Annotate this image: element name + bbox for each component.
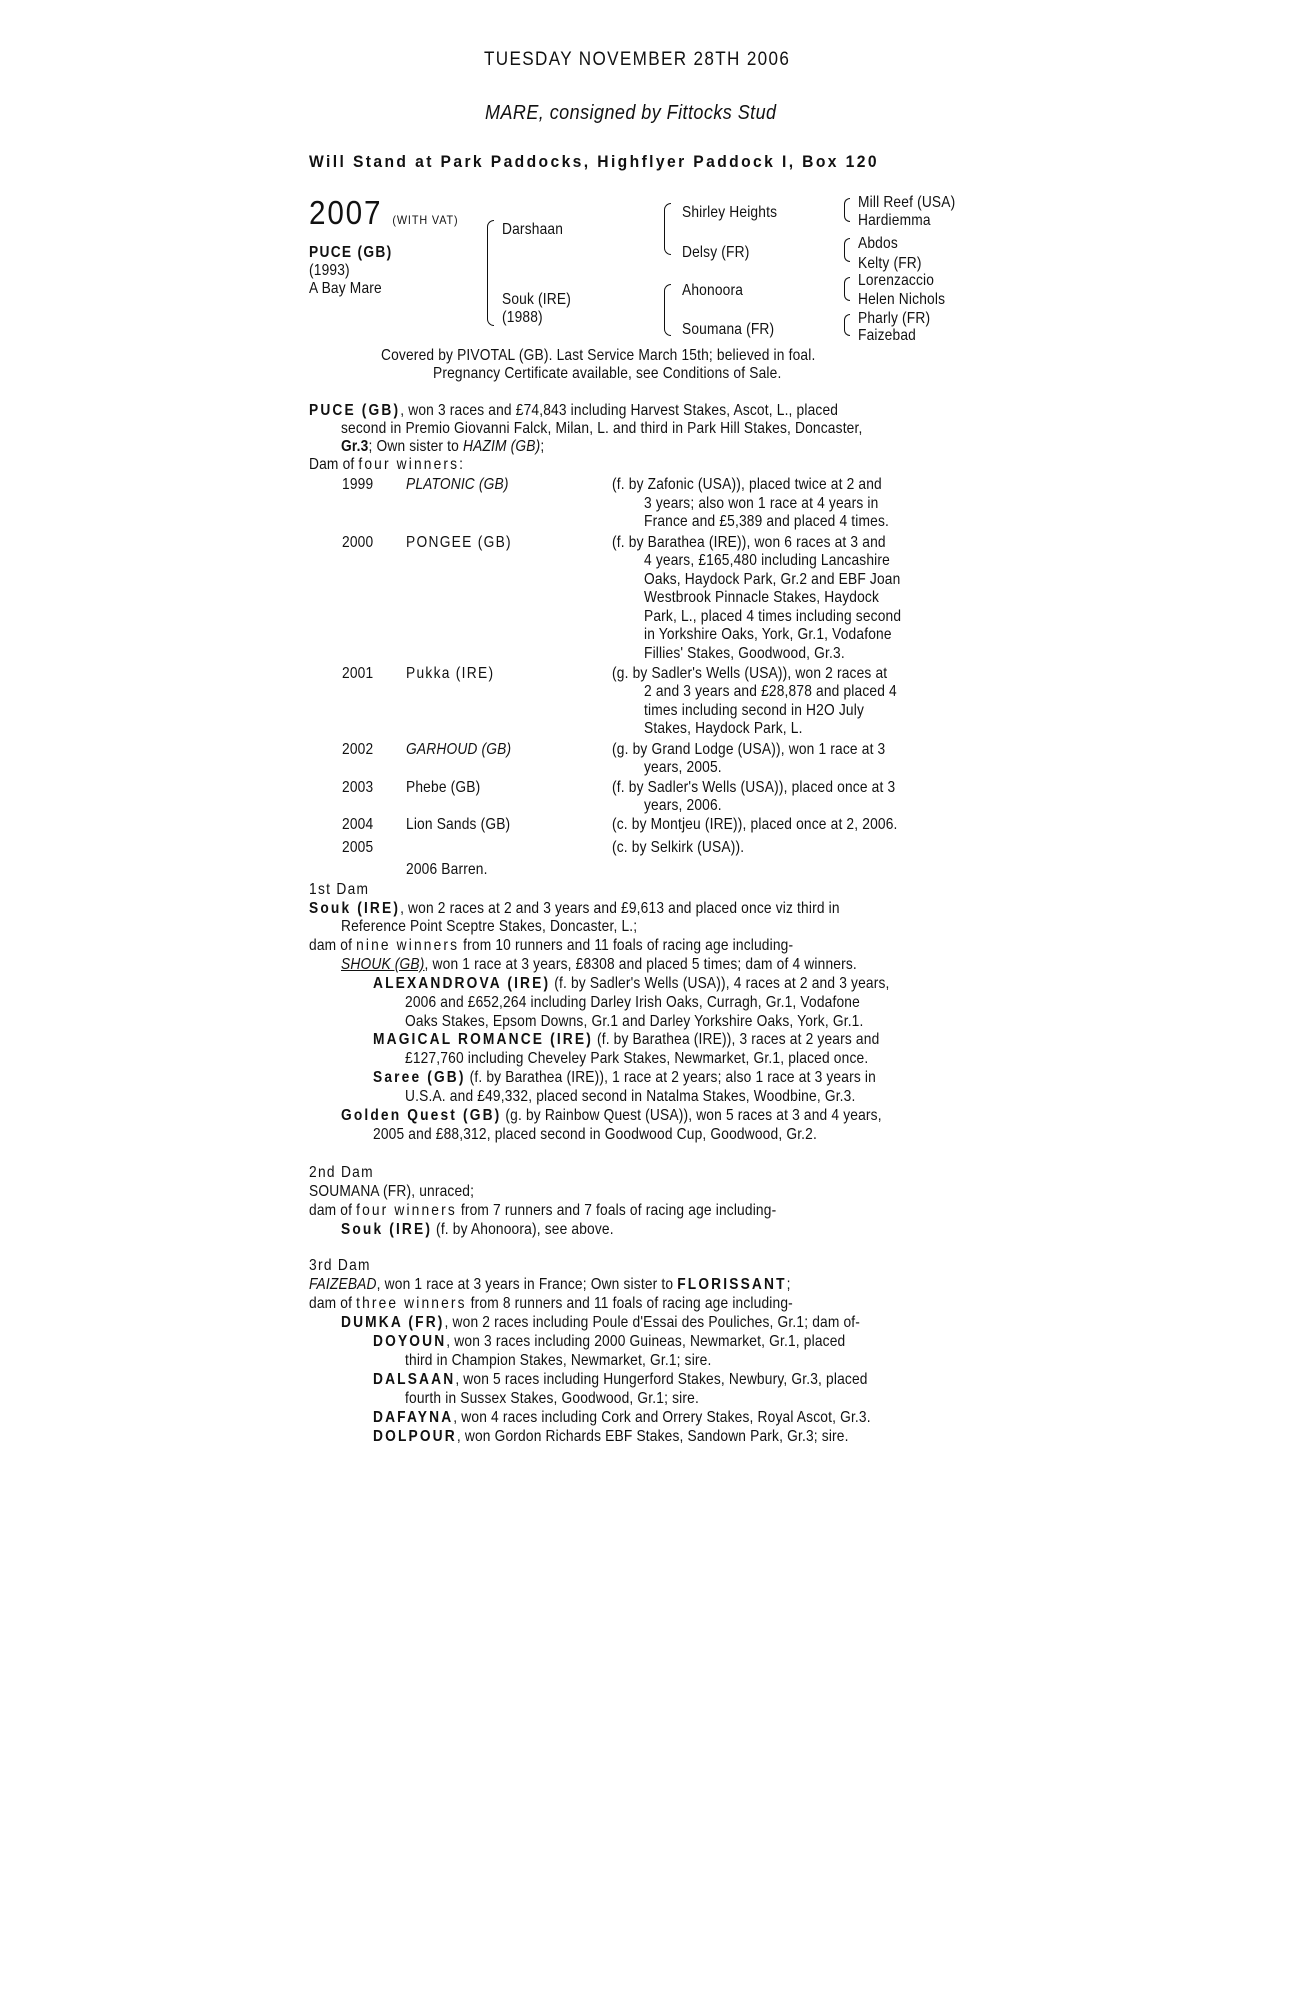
- dam2-line-3: Souk (IRE) (f. by Ahonoora), see above.: [341, 1221, 614, 1238]
- dam1-line-5: ALEXANDROVA (IRE) (f. by Sadler's Wells (USA)), 4 races at 2 and 3 years,: [373, 975, 890, 992]
- dam3-line-2: dam of three winners from 8 runners and 11 foals of racing age including-: [309, 1295, 793, 1312]
- produce-year-2002: 2002: [342, 741, 374, 758]
- produce-desc-2001-l3: times including second in H2O July: [644, 702, 864, 719]
- intro-line-2: second in Premio Giovanni Falck, Milan, L. and third in Park Hill Stakes, Doncaster,: [341, 420, 863, 437]
- dam1-line-10: Saree (GB) (f. by Barathea (IRE)), 1 race at 2 years; also 1 race at 3 years in: [373, 1069, 876, 1086]
- vat-note: (WITH VAT): [392, 213, 459, 227]
- ancestor-8: Faizebad: [858, 327, 916, 344]
- produce-name-2000: PONGEE (GB): [406, 534, 512, 551]
- produce-year-2004: 2004: [342, 816, 374, 833]
- dam-sire: Ahonoora: [682, 282, 744, 299]
- sire-sire: Shirley Heights: [682, 204, 778, 221]
- foaled-year: (1993): [309, 262, 350, 279]
- produce-desc-1999-l3: France and £5,389 and placed 4 times.: [644, 513, 890, 530]
- produce-year-2005: 2005: [342, 839, 374, 856]
- produce-name-2001: Pukka (IRE): [406, 665, 495, 682]
- dam3-line-8: DAFAYNA, won 4 races including Cork and Orrery Stakes, Royal Ascot, Gr.3.: [373, 1409, 871, 1426]
- produce-year-2003: 2003: [342, 779, 374, 796]
- dam1-line-6: 2006 and £652,264 including Darley Irish Oaks, Curragh, Gr.1, Vodafone: [405, 994, 860, 1011]
- produce-name-1999: PLATONIC (GB): [406, 476, 509, 493]
- dam2-line-2: dam of four winners from 7 runners and 7 foals of racing age including-: [309, 1202, 777, 1219]
- produce-desc-2000-l5: Park, L., placed 4 times including second: [644, 608, 902, 625]
- produce-desc-2000-l2: 4 years, £165,480 including Lancashire: [644, 552, 890, 569]
- produce-desc-2003-l1: (f. by Sadler's Wells (USA)), placed once at 3: [612, 779, 896, 796]
- dam1-line-2: Reference Point Sceptre Stakes, Doncaster, L.;: [341, 918, 638, 935]
- dam1-line-1: Souk (IRE), won 2 races at 2 and 3 years and £9,613 and placed once viz third in: [309, 900, 840, 917]
- produce-name-2003: Phebe (GB): [406, 779, 481, 796]
- pedigree-brace-3a: [844, 198, 850, 222]
- lot-year: [309, 194, 459, 232]
- horse-description: A Bay Mare: [309, 280, 382, 297]
- ancestor-6: Helen Nichols: [858, 291, 946, 308]
- dam-name: Souk (IRE): [502, 291, 572, 308]
- pedigree-brace-3c: [844, 277, 850, 301]
- produce-desc-2000-l6: in Yorkshire Oaks, York, Gr.1, Vodafone: [644, 626, 892, 643]
- dam3-line-7: fourth in Sussex Stakes, Goodwood, Gr.1; sire.: [405, 1390, 699, 1407]
- produce-desc-2004-l1: (c. by Montjeu (IRE)), placed once at 2, 2006.: [612, 816, 898, 833]
- dam1-line-11: U.S.A. and £49,332, placed second in Natalma Stakes, Woodbine, Gr.3.: [405, 1088, 856, 1105]
- produce-year-2001: 2001: [342, 665, 374, 682]
- year-value: 2007: [309, 194, 383, 231]
- covered-note: Covered by PIVOTAL (GB). Last Service March 15th; believed in foal.: [381, 347, 816, 364]
- consignor-line: MARE, consigned by Fittocks Stud: [485, 102, 777, 124]
- dam3-line-9: DOLPOUR, won Gordon Richards EBF Stakes, Sandown Park, Gr.3; sire.: [373, 1428, 849, 1445]
- produce-year-1999: 1999: [342, 476, 374, 493]
- produce-desc-2001-l1: (g. by Sadler's Wells (USA)), won 2 races at: [612, 665, 888, 682]
- produce-year-2000: 2000: [342, 534, 374, 551]
- pedigree-brace-3b: [844, 238, 850, 262]
- produce-desc-2000-l4: Westbrook Pinnacle Stakes, Haydock: [644, 589, 880, 606]
- dam3-heading: 3rd Dam: [309, 1257, 371, 1274]
- ancestor-4: Kelty (FR): [858, 255, 922, 272]
- produce-desc-1999-l1: (f. by Zafonic (USA)), placed twice at 2 and: [612, 476, 882, 493]
- ancestor-3: Abdos: [858, 235, 898, 252]
- pedigree-brace-2b: [664, 284, 671, 336]
- produce-desc-2000-l1: (f. by Barathea (IRE)), won 6 races at 3 and: [612, 534, 886, 551]
- produce-desc-2000-l3: Oaks, Haydock Park, Gr.2 and EBF Joan: [644, 571, 901, 588]
- produce-desc-2000-l7: Fillies' Stakes, Goodwood, Gr.3.: [644, 645, 845, 662]
- intro-line-4: Dam of four winners:: [309, 456, 464, 473]
- intro-line-3: Gr.3; Own sister to HAZIM (GB);: [341, 438, 545, 455]
- pedigree-brace-2a: [664, 203, 671, 255]
- dam3-line-1: FAIZEBAD, won 1 race at 3 years in France; Own sister to FLORISSANT;: [309, 1276, 791, 1293]
- dam1-line-8: MAGICAL ROMANCE (IRE) (f. by Barathea (IRE)), 3 races at 2 years and: [373, 1031, 880, 1048]
- sire-name: Darshaan: [502, 221, 564, 238]
- dam2-heading: 2nd Dam: [309, 1164, 374, 1181]
- ancestor-5: Lorenzaccio: [858, 272, 935, 289]
- sale-date: TUESDAY NOVEMBER 28TH 2006: [484, 49, 791, 70]
- dam1-line-13: 2005 and £88,312, placed second in Goodwood Cup, Goodwood, Gr.2.: [373, 1126, 818, 1143]
- intro-line-1: PUCE (GB), won 3 races and £74,843 including Harvest Stakes, Ascot, L., placed: [309, 402, 839, 419]
- dam2-line-1: SOUMANA (FR), unraced;: [309, 1183, 475, 1200]
- produce-desc-2002-l1: (g. by Grand Lodge (USA)), won 1 race at 3: [612, 741, 886, 758]
- pedigree-brace-1: [487, 220, 494, 326]
- dam1-line-12: Golden Quest (GB) (g. by Rainbow Quest (USA)), won 5 races at 3 and 4 years,: [341, 1107, 882, 1124]
- ancestor-1: Mill Reef (USA): [858, 194, 956, 211]
- ancestor-7: Pharly (FR): [858, 310, 931, 327]
- dam1-line-9: £127,760 including Cheveley Park Stakes, Newmarket, Gr.1, placed once.: [405, 1050, 869, 1067]
- produce-desc-2005-l1: (c. by Selkirk (USA)).: [612, 839, 745, 856]
- produce-desc-2001-l2: 2 and 3 years and £28,878 and placed 4: [644, 683, 897, 700]
- dam1-line-4: SHOUK (GB), won 1 race at 3 years, £8308 and placed 5 times; dam of 4 winners.: [341, 956, 857, 973]
- sire-dam: Delsy (FR): [682, 244, 750, 261]
- ancestor-2: Hardiemma: [858, 212, 931, 229]
- produce-desc-2003-l2: years, 2006.: [644, 797, 722, 814]
- dam-dam: Soumana (FR): [682, 321, 775, 338]
- produce-desc-1999-l2: 3 years; also won 1 race at 4 years in: [644, 495, 879, 512]
- produce-desc-2002-l2: years, 2005.: [644, 759, 722, 776]
- barren-note: 2006 Barren.: [406, 861, 488, 878]
- dam-year: (1988): [502, 309, 543, 326]
- dam3-line-3: DUMKA (FR), won 2 races including Poule d'Essai des Pouliches, Gr.1; dam of-: [341, 1314, 861, 1331]
- dam3-line-4: DOYOUN, won 3 races including 2000 Guineas, Newmarket, Gr.1, placed: [373, 1333, 846, 1350]
- location-line: Will Stand at Park Paddocks, Highflyer Paddock I, Box 120: [309, 152, 879, 171]
- produce-desc-2001-l4: Stakes, Haydock Park, L.: [644, 720, 803, 737]
- produce-name-2002: GARHOUD (GB): [406, 741, 512, 758]
- pedigree-brace-3d: [844, 314, 850, 336]
- dam1-line-7: Oaks Stakes, Epsom Downs, Gr.1 and Darley Yorkshire Oaks, York, Gr.1.: [405, 1013, 864, 1030]
- dam1-heading: 1st Dam: [309, 881, 370, 898]
- pregnancy-note: Pregnancy Certificate available, see Conditions of Sale.: [433, 365, 782, 382]
- dam3-line-6: DALSAAN, won 5 races including Hungerford Stakes, Newbury, Gr.3, placed: [373, 1371, 868, 1388]
- produce-name-2004: Lion Sands (GB): [406, 816, 511, 833]
- dam3-line-5: third in Champion Stakes, Newmarket, Gr.1; sire.: [405, 1352, 712, 1369]
- dam1-line-3: dam of nine winners from 10 runners and 11 foals of racing age including-: [309, 937, 794, 954]
- horse-name: PUCE (GB): [309, 244, 393, 261]
